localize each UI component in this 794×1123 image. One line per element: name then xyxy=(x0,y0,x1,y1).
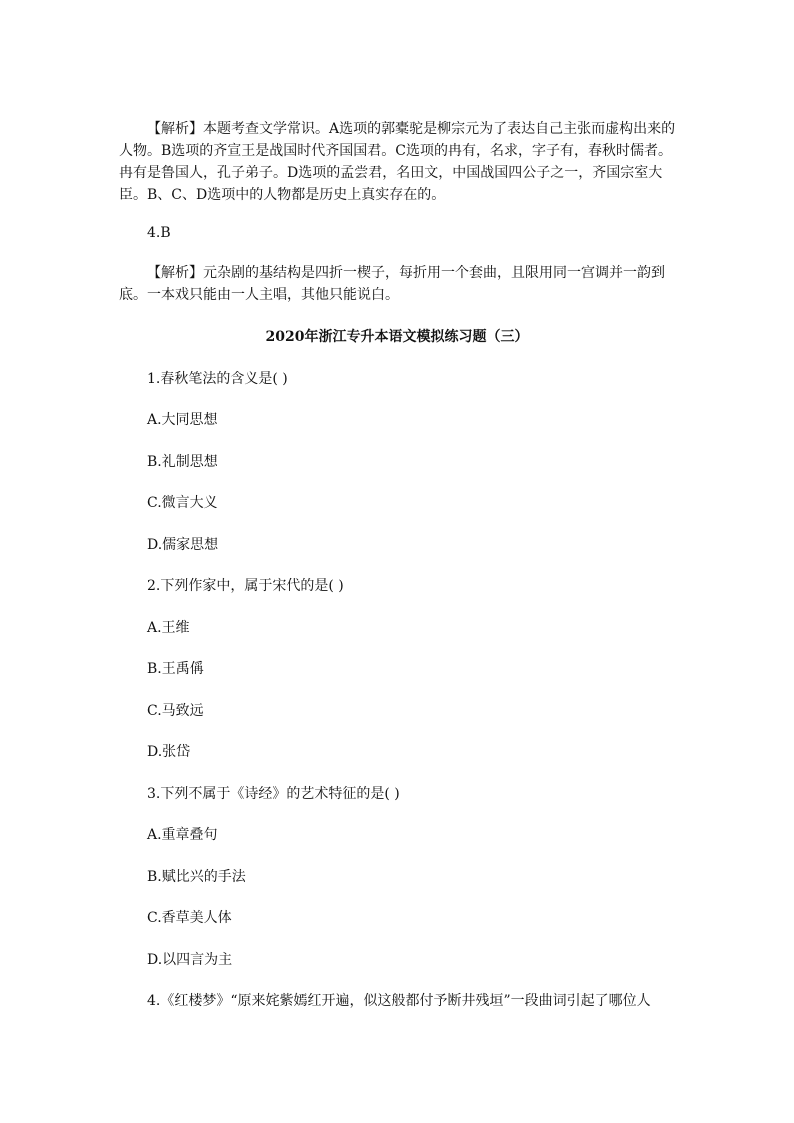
question-stem: 2.下列作家中，属于宋代的是( ) xyxy=(147,578,344,594)
analysis-paragraph-q3: 【解析】本题考查文学常识。A选项的郭橐驼是柳宗元为了表达自己主张而虚构出来的人物。B选项的齐宣王是战国时代齐国国君。C选项的冉有，名求，字子有，春秋时儒者。冉有是鲁国人，孔子弟子。D选项的孟尝君，名田文，中国战国四公子之一，齐国宗室大臣。B、C、D选项中的人物都是历史上真实存在的。 xyxy=(119,121,676,203)
section-title: 2020年浙江专升本语文模拟练习题（三） xyxy=(265,329,529,345)
question-option: B.礼制思想 xyxy=(147,454,218,470)
question-option: A.王维 xyxy=(147,620,190,636)
question-option: D.张岱 xyxy=(147,744,191,760)
question-option: B.王禹偁 xyxy=(147,661,204,677)
question-option: C.香草美人体 xyxy=(147,910,232,926)
question-option: D.儒家思想 xyxy=(147,537,219,553)
question-option: B.赋比兴的手法 xyxy=(147,869,246,885)
question-stem: 1.春秋笔法的含义是( ) xyxy=(147,371,288,387)
question-option: A.大同思想 xyxy=(147,412,218,428)
analysis-paragraph-q4: 【解析】元杂剧的基结构是四折一楔子，每折用一个套曲，且限用同一宫调并一韵到底。一本戏只能由一人主唱，其他只能说白。 xyxy=(119,265,665,303)
question-stem: 4.《红楼梦》“原来姹紫嫣红开遍，似这般都付予断井残垣”一段曲词引起了哪位人 xyxy=(147,993,651,1009)
answer-q4: 4.B xyxy=(147,225,171,241)
question-stem: 3.下列不属于《诗经》的艺术特征的是( ) xyxy=(147,786,400,802)
question-option: C.马致远 xyxy=(147,703,204,719)
question-option: C.微言大义 xyxy=(147,495,218,511)
question-option: D.以四言为主 xyxy=(147,952,233,968)
question-option: A.重章叠句 xyxy=(147,827,218,843)
